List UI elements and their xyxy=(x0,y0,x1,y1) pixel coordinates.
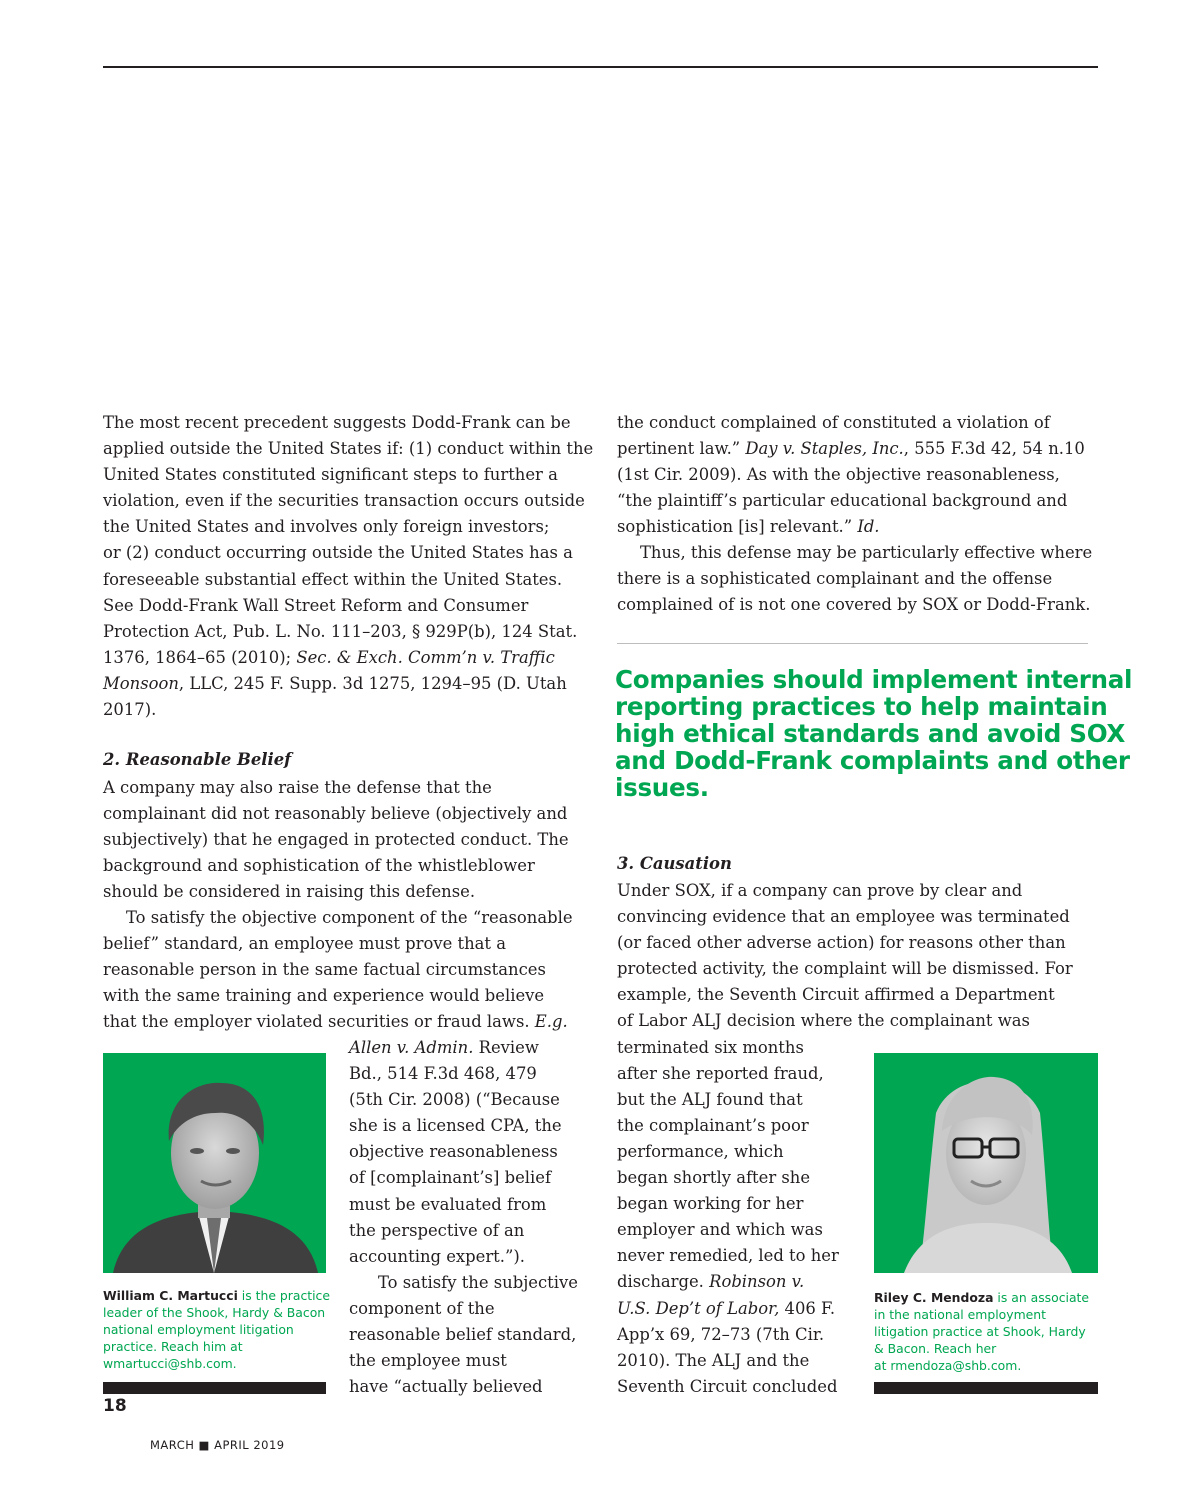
text-line: must be evaluated from xyxy=(349,1194,547,1214)
text-line: the employee must xyxy=(349,1351,507,1371)
case-citation: U.S. Dep’t of Labor, xyxy=(617,1298,780,1318)
pull-quote-divider xyxy=(617,643,1088,644)
text-line: wmartucci@shb.com. xyxy=(103,1356,237,1372)
text-line: Under SOX, if a company can prove by clear and xyxy=(617,881,1023,900)
bio-rule xyxy=(103,1382,326,1394)
text-line: began working for her xyxy=(617,1194,804,1214)
text-line: litigation practice at Shook, Hardy xyxy=(874,1324,1086,1340)
text-run: is an associate xyxy=(993,1290,1090,1305)
author-bio-mendoza xyxy=(874,1289,1104,1374)
text-line: reasonable belief standard, xyxy=(349,1325,577,1345)
pull-quote xyxy=(615,665,1133,802)
text-line: of Labor ALJ decision where the complainant was xyxy=(617,1011,1030,1031)
text-line xyxy=(617,436,1085,462)
text-line: (1st Cir. 2009). As with the objective reasonableness, xyxy=(617,465,1060,485)
top-rule xyxy=(103,66,1098,68)
pull-quote-line: Companies should implement internal xyxy=(615,665,1133,694)
text-line: the United States and involves only foreign investors; xyxy=(103,517,550,537)
text-line: after she reported fraud, xyxy=(617,1063,824,1083)
text-line: employer and which was xyxy=(617,1220,823,1240)
case-citation: Robinson v. xyxy=(709,1272,805,1292)
text-line: 2017). xyxy=(103,700,157,720)
author-photo-mendoza xyxy=(874,1053,1098,1273)
text-line: the complainant’s poor xyxy=(617,1115,809,1135)
text-line: practice. Reach him at xyxy=(103,1339,243,1355)
text-line: (5th Cir. 2008) (“Because xyxy=(349,1090,560,1110)
text-run: , 555 F.3d 42, 54 n.10 xyxy=(903,439,1085,459)
case-citation: Allen v. Admin. xyxy=(349,1038,474,1057)
section-2-narrow-text xyxy=(349,1035,578,1400)
text-line: in the national employment xyxy=(874,1307,1046,1323)
text-line: terminated six months xyxy=(617,1037,804,1057)
text-line: belief” standard, an employee must prove that a xyxy=(103,934,506,954)
section-2-paragraph-1 xyxy=(103,775,569,905)
page-number: 18 xyxy=(103,1396,127,1416)
text-line xyxy=(349,1035,578,1061)
text-line: complainant did not reasonably believe (objectively and xyxy=(103,804,568,824)
text-line: should be considered in raising this defense. xyxy=(103,882,476,902)
text-line: have “actually believed xyxy=(349,1377,543,1397)
text-line: began shortly after she xyxy=(617,1168,811,1188)
text-line xyxy=(617,514,1085,540)
text-line: foreseeable substantial effect within the United States. xyxy=(103,569,563,589)
text-line: accounting expert.”). xyxy=(349,1246,525,1266)
text-line xyxy=(103,1009,573,1035)
pull-quote-line: and Dodd-Frank complaints and other xyxy=(615,745,1130,775)
text-line: Thus, this defense may be particularly effective where xyxy=(640,543,1093,562)
text-run: that the employer violated securities or fraud laws. xyxy=(103,1012,535,1032)
text-line: reasonable person in the same factual circumstances xyxy=(103,960,546,980)
col2-paragraph-2 xyxy=(617,540,1092,618)
text-line: but the ALJ found that xyxy=(617,1089,803,1109)
text-line: The most recent precedent suggests Dodd-Frank can be xyxy=(103,413,571,432)
case-citation: Day v. Staples, Inc. xyxy=(745,439,904,459)
text-line: convincing evidence that an employee was terminated xyxy=(617,907,1070,927)
case-citation: Sec. & Exch. Comm’n v. Traffic xyxy=(296,647,555,667)
pull-quote-line: issues. xyxy=(615,772,709,802)
text-line: performance, which xyxy=(617,1141,784,1161)
text-line: To satisfy the objective component of the “reasonable xyxy=(126,908,573,927)
text-line: example, the Seventh Circuit affirmed a Department xyxy=(617,985,1055,1005)
text-line: To satisfy the subjective xyxy=(378,1272,578,1292)
pull-quote-line: high ethical standards and avoid SOX xyxy=(615,718,1126,748)
portrait-illustration xyxy=(103,1053,326,1273)
text-line: there is a sophisticated complainant and the offense xyxy=(617,569,1053,589)
text-line: she is a licensed CPA, the xyxy=(349,1116,562,1136)
author-bio-martucci xyxy=(103,1287,328,1372)
text-run: pertinent law.” xyxy=(617,439,746,459)
issue-year: APRIL 2019 xyxy=(214,1438,285,1452)
text-line: component of the xyxy=(349,1298,495,1318)
text-line: Protection Act, Pub. L. No. 111–203, § 929P(b), 124 Stat. xyxy=(103,621,578,641)
text-line: with the same training and experience would believe xyxy=(103,986,545,1006)
text-line xyxy=(874,1289,1104,1306)
text-line: violation, even if the securities transaction occurs outside xyxy=(103,491,585,511)
text-run: sophistication [is] relevant.” xyxy=(617,517,858,537)
case-citation: Id. xyxy=(857,517,880,537)
text-line: App’x 69, 72–73 (7th Cir. xyxy=(617,1324,825,1344)
author-photo-martucci xyxy=(103,1053,326,1273)
text-line xyxy=(103,645,593,671)
text-line: objective reasonableness xyxy=(349,1142,558,1162)
case-citation: Monsoon xyxy=(103,673,179,693)
text-line: A company may also raise the defense that the xyxy=(103,778,492,797)
text-line: Seventh Circuit concluded xyxy=(617,1376,838,1396)
text-line: United States constituted significant steps to further a xyxy=(103,465,558,485)
section-3-heading: 3. Causation xyxy=(617,854,732,873)
section-2-heading: 2. Reasonable Belief xyxy=(103,750,292,769)
case-citation: E.g. xyxy=(534,1012,568,1032)
text-line: “the plaintiff’s particular educational background and xyxy=(617,491,1068,511)
text-line: applied outside the United States if: (1) conduct within the xyxy=(103,439,594,459)
text-run: , LLC, 245 F. Supp. 3d 1275, 1294–95 (D. Utah xyxy=(178,673,567,693)
text-line: the conduct complained of constituted a violation of xyxy=(617,413,1050,432)
issue-date xyxy=(150,1438,285,1452)
text-line xyxy=(103,671,593,697)
text-line: subjectively) that he engaged in protected conduct. The xyxy=(103,830,569,850)
pull-quote-line: reporting practices to help maintain xyxy=(615,691,1108,721)
section-2-paragraph-2 xyxy=(103,905,573,1035)
text-line: & Bacon. Reach her xyxy=(874,1341,997,1357)
text-line: See Dodd-Frank Wall Street Reform and Consumer xyxy=(103,595,529,615)
text-line: national employment litigation xyxy=(103,1322,294,1338)
author-name: Riley C. Mendoza xyxy=(874,1290,994,1305)
text-line: of [complainant’s] belief xyxy=(349,1168,552,1188)
text-line: background and sophistication of the whistleblower xyxy=(103,856,535,876)
text-line: the perspective of an xyxy=(349,1220,525,1240)
text-run: 406 F. xyxy=(779,1298,836,1318)
text-line: or (2) conduct occurring outside the United States has a xyxy=(103,543,573,563)
text-run: 1376, 1864–65 (2010); xyxy=(103,647,297,667)
text-run: Review xyxy=(473,1038,539,1057)
text-line: never remedied, led to her xyxy=(617,1246,839,1266)
text-line: (or faced other adverse action) for reasons other than xyxy=(617,933,1066,953)
col1-paragraph-1 xyxy=(103,410,593,723)
text-line: leader of the Shook, Hardy & Bacon xyxy=(103,1305,326,1321)
text-run: discharge. xyxy=(617,1272,710,1292)
portrait-illustration xyxy=(874,1053,1098,1273)
issue-separator: ■ xyxy=(198,1438,210,1452)
issue-month: MARCH xyxy=(150,1438,195,1452)
bio-rule xyxy=(874,1382,1098,1394)
author-name: William C. Martucci xyxy=(103,1288,238,1303)
text-line: Bd., 514 F.3d 468, 479 xyxy=(349,1064,537,1084)
text-line: 2010). The ALJ and the xyxy=(617,1350,810,1370)
text-run: is the practice xyxy=(237,1288,330,1303)
text-line: at rmendoza@shb.com. xyxy=(874,1358,1022,1374)
text-line xyxy=(103,1287,328,1304)
text-line: complained of is not one covered by SOX or Dodd-Frank. xyxy=(617,595,1091,615)
col2-paragraph-1 xyxy=(617,410,1085,540)
text-line: protected activity, the complaint will be dismissed. For xyxy=(617,959,1073,979)
